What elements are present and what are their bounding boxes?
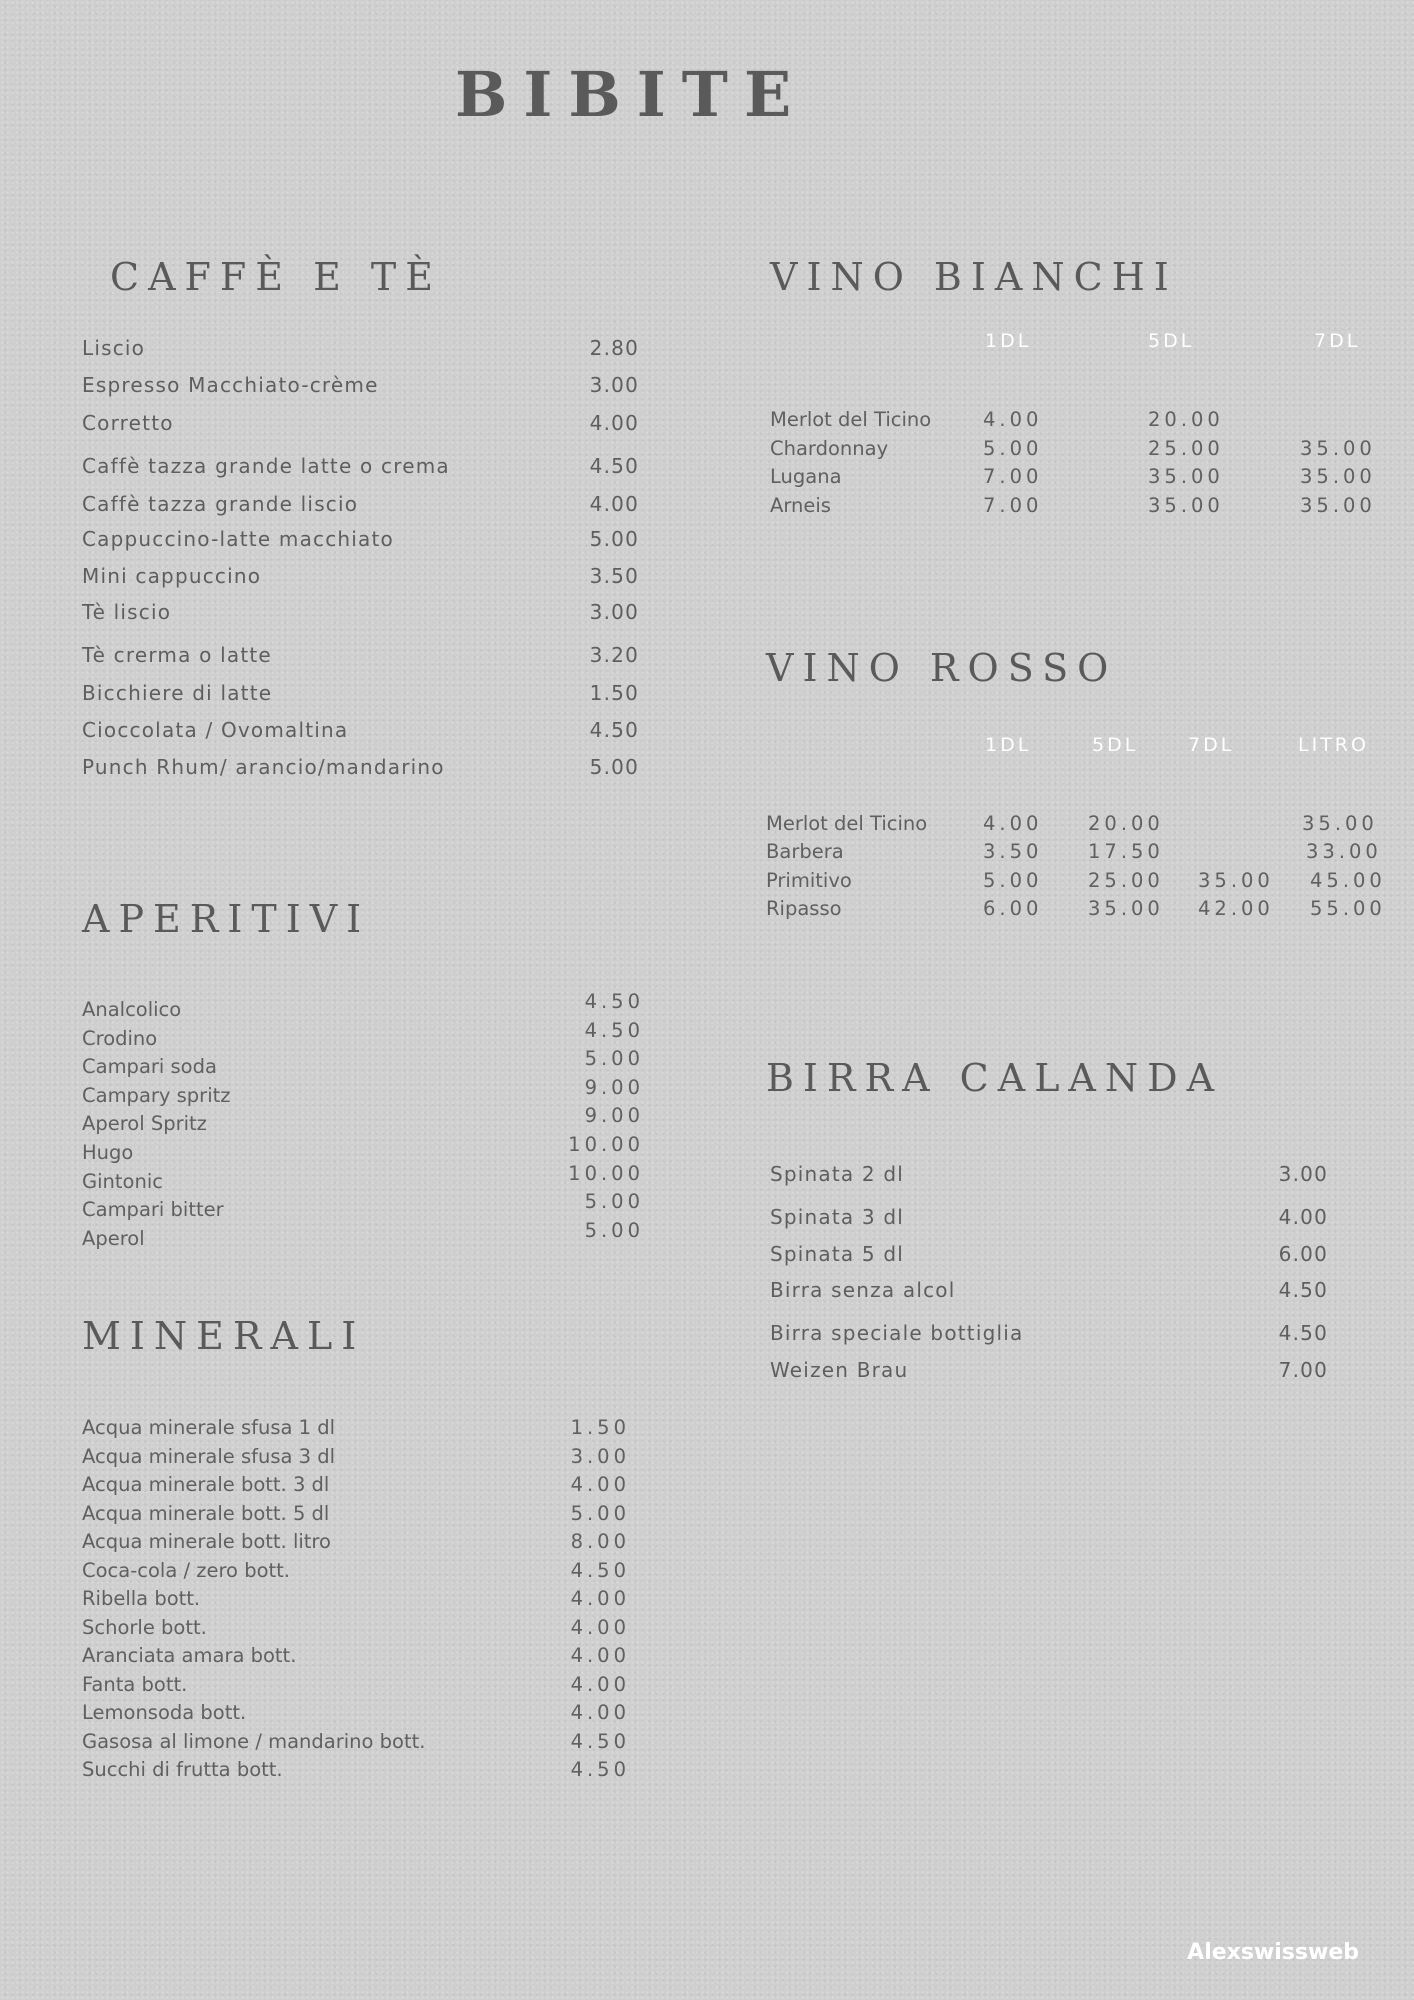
item-price: 8.00: [570, 1530, 630, 1553]
wine-name: Merlot del Ticino: [766, 812, 928, 835]
wine-name: Merlot del Ticino: [770, 408, 932, 431]
item-name: Birra speciale bottiglia: [770, 1321, 1024, 1345]
item-price: 1.50: [570, 1416, 630, 1439]
item-name: Gintonic: [82, 1170, 163, 1193]
column-header: LITRO: [1298, 734, 1369, 756]
item-name: Espresso Macchiato-crème: [82, 373, 379, 397]
item-price: 3.00: [570, 1444, 630, 1468]
wine-price: 35.00: [1300, 465, 1376, 488]
item-name: Tè liscio: [82, 600, 172, 624]
item-price: 4.00: [570, 1644, 630, 1667]
item-price: 4.50: [584, 990, 644, 1013]
wine-price: 35.00: [1302, 812, 1378, 835]
wine-price: 7.00: [983, 494, 1043, 517]
item-price: 4.00: [589, 492, 639, 516]
item-price: 10.00: [568, 1162, 644, 1185]
caffe-list: [82, 336, 639, 786]
wine-price: 5.00: [983, 869, 1043, 892]
section-title-vino-bianchi: VINO BIANCHI: [770, 255, 1178, 299]
item-price: 2.80: [589, 336, 639, 360]
wine-price: 33.00: [1306, 840, 1382, 863]
item-price: 4.50: [570, 1758, 630, 1781]
item-price: 4.50: [570, 1558, 630, 1582]
item-name: Campari soda: [82, 1055, 217, 1078]
item-name: Cappuccino-latte macchiato: [82, 527, 394, 551]
wine-name: Ripasso: [766, 897, 842, 920]
item-name: Aranciata amara bott.: [82, 1644, 297, 1667]
section-title-caffe: CAFFÈ E TÈ: [110, 255, 442, 299]
footer-credit: Alexswissweb: [1187, 1940, 1359, 1965]
item-price: 3.20: [589, 643, 639, 667]
item-name: Acqua minerale bott. litro: [82, 1530, 331, 1553]
wine-price: 4.00: [983, 812, 1043, 835]
vino-rosso-table: [766, 734, 1396, 924]
item-name: Tè crerma o latte: [82, 643, 272, 667]
minerali-list: [82, 1416, 630, 1791]
item-price: 6.00: [1278, 1242, 1328, 1266]
wine-price: 20.00: [1148, 408, 1224, 431]
birra-list: [770, 1162, 1328, 1387]
item-name: Punch Rhum/ arancio/mandarino: [82, 755, 445, 779]
item-price: 4.50: [570, 1729, 630, 1753]
item-price: 9.00: [584, 1104, 644, 1127]
item-price: 3.50: [589, 564, 639, 588]
column-header: 7DL: [1314, 330, 1361, 352]
item-name: Hugo: [82, 1141, 134, 1164]
item-name: Aperol: [82, 1227, 145, 1250]
wine-price: 55.00: [1310, 897, 1386, 920]
item-price: 4.50: [1278, 1278, 1328, 1302]
item-name: Analcolico: [82, 998, 182, 1021]
column-header: 5DL: [1148, 330, 1195, 352]
wine-name: Lugana: [770, 465, 842, 488]
item-price: 9.00: [584, 1076, 644, 1099]
item-price: 5.00: [589, 755, 639, 779]
wine-price: 25.00: [1148, 437, 1224, 460]
item-name: Campari bitter: [82, 1198, 224, 1221]
item-name: Corretto: [82, 411, 174, 435]
page-title: BIBITE: [455, 58, 808, 131]
wine-price: 35.00: [1148, 494, 1224, 517]
wine-name: Barbera: [766, 840, 844, 863]
item-name: Mini cappuccino: [82, 564, 262, 588]
item-name: Campary spritz: [82, 1084, 231, 1107]
wine-price: 35.00: [1300, 494, 1376, 517]
wine-price: 6.00: [983, 897, 1043, 920]
item-price: 4.00: [570, 1701, 630, 1724]
item-name: Gasosa al limone / mandarino bott.: [82, 1729, 426, 1753]
item-price: 5.00: [584, 1047, 644, 1070]
item-price: 7.00: [1278, 1358, 1328, 1382]
item-name: Fanta bott.: [82, 1672, 188, 1696]
wine-price: 5.00: [983, 437, 1043, 460]
item-name: Caffè tazza grande liscio: [82, 492, 359, 516]
item-name: Aperol Spritz: [82, 1112, 207, 1135]
item-name: Acqua minerale bott. 5 dl: [82, 1501, 330, 1525]
item-price: 4.00: [570, 1587, 630, 1610]
wine-price: 20.00: [1088, 812, 1164, 835]
wine-name: Primitivo: [766, 869, 852, 892]
item-price: 4.50: [584, 1019, 644, 1042]
wine-price: 35.00: [1300, 437, 1376, 460]
item-price: 5.00: [584, 1190, 644, 1213]
item-name: Weizen Brau: [770, 1358, 909, 1382]
wine-price: 25.00: [1088, 869, 1164, 892]
item-name: Cioccolata / Ovomaltina: [82, 718, 349, 742]
vino-bianchi-table: [770, 330, 1390, 520]
wine-price: 4.00: [983, 408, 1043, 431]
section-title-birra: BIRRA CALANDA: [766, 1056, 1224, 1100]
item-price: 4.00: [589, 411, 639, 435]
item-price: 4.00: [570, 1473, 630, 1496]
item-name: Succhi di frutta bott.: [82, 1758, 283, 1781]
item-price: 4.00: [1278, 1205, 1328, 1229]
item-name: Caffè tazza grande latte o crema: [82, 454, 450, 478]
item-name: Spinata 5 dl: [770, 1242, 905, 1266]
column-header: 5DL: [1092, 734, 1139, 756]
item-name: Crodino: [82, 1027, 158, 1050]
column-header: 7DL: [1188, 734, 1235, 756]
section-title-minerali: MINERALI: [82, 1314, 366, 1358]
item-name: Bicchiere di latte: [82, 681, 273, 705]
item-name: Schorle bott.: [82, 1615, 207, 1639]
item-price: 10.00: [568, 1133, 644, 1156]
wine-price: 35.00: [1148, 465, 1224, 488]
item-price: 3.00: [589, 600, 639, 624]
aperitivi-list: [82, 990, 644, 1255]
item-price: 4.50: [589, 718, 639, 742]
wine-price: 35.00: [1198, 869, 1274, 892]
item-name: Liscio: [82, 336, 146, 360]
item-price: 5.00: [570, 1501, 630, 1525]
item-price: 4.00: [570, 1615, 630, 1639]
item-name: Lemonsoda bott.: [82, 1701, 247, 1724]
item-name: Acqua minerale bott. 3 dl: [82, 1473, 330, 1496]
column-header: 1DL: [985, 734, 1032, 756]
item-price: 3.00: [1278, 1162, 1328, 1186]
item-price: 4.00: [570, 1672, 630, 1696]
item-name: Ribella bott.: [82, 1587, 201, 1610]
item-name: Birra senza alcol: [770, 1278, 956, 1302]
wine-price: 42.00: [1198, 897, 1274, 920]
item-price: 1.50: [589, 681, 639, 705]
item-price: 3.00: [589, 373, 639, 397]
wine-price: 35.00: [1088, 897, 1164, 920]
item-name: Spinata 2 dl: [770, 1162, 905, 1186]
wine-price: 45.00: [1310, 869, 1386, 892]
wine-price: 17.50: [1088, 840, 1164, 863]
item-price: 5.00: [584, 1219, 644, 1242]
item-name: Acqua minerale sfusa 1 dl: [82, 1416, 336, 1439]
item-price: 4.50: [1278, 1321, 1328, 1345]
section-title-aperitivi: APERITIVI: [82, 897, 371, 941]
wine-name: Chardonnay: [770, 437, 889, 460]
item-name: Acqua minerale sfusa 3 dl: [82, 1444, 336, 1468]
item-price: 4.50: [589, 454, 639, 478]
section-title-vino-rosso: VINO ROSSO: [766, 646, 1118, 690]
wine-name: Arneis: [770, 494, 831, 517]
item-name: Coca-cola / zero bott.: [82, 1558, 290, 1582]
item-name: Spinata 3 dl: [770, 1205, 905, 1229]
wine-price: 7.00: [983, 465, 1043, 488]
item-price: 5.00: [589, 527, 639, 551]
column-header: 1DL: [985, 330, 1032, 352]
wine-price: 3.50: [983, 840, 1043, 863]
